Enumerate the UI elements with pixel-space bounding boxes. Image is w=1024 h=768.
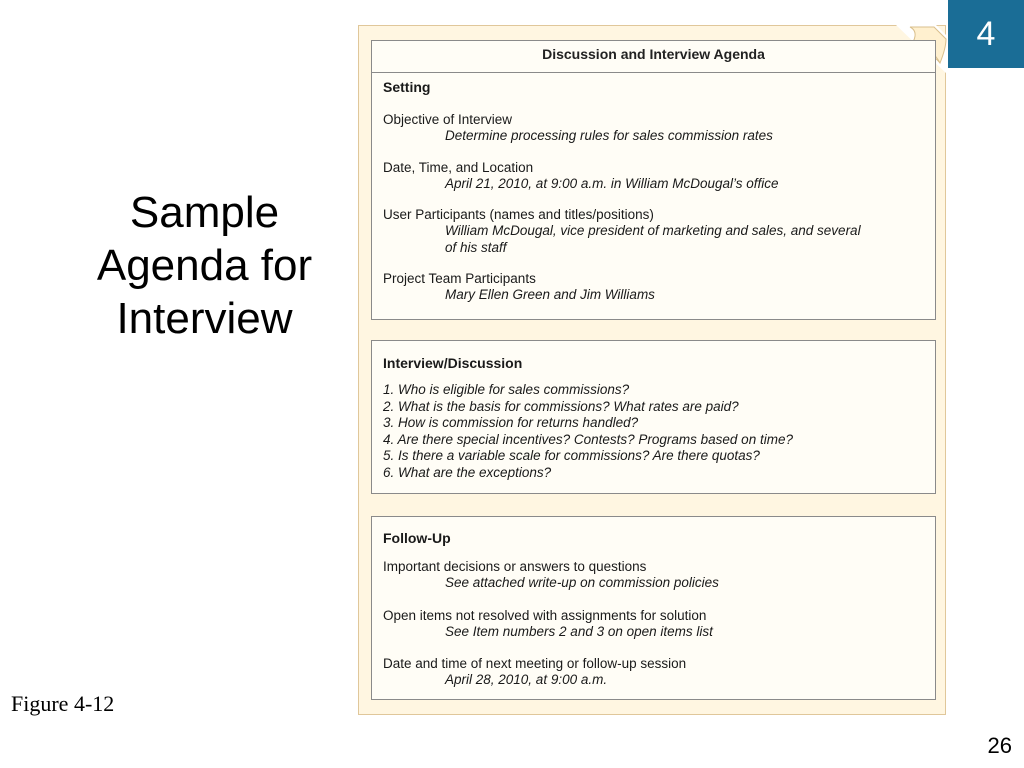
agenda-item bbox=[383, 608, 924, 641]
item-value: April 21, 2010, at 9:00 a.m. in William McDougal’s office bbox=[445, 175, 779, 191]
agenda-item bbox=[383, 160, 924, 193]
item-label: Important decisions or answers to questions bbox=[383, 559, 647, 574]
item-value: See attached write-up on commission policies bbox=[445, 575, 719, 590]
followup-heading: Follow-Up bbox=[383, 530, 451, 546]
list-item: 1. Who is eligible for sales commissions? bbox=[383, 382, 630, 397]
list-item: 6. What are the exceptions? bbox=[383, 464, 552, 480]
item-label: Date, Time, and Location bbox=[383, 159, 534, 175]
slide-title-line: Sample bbox=[129, 188, 280, 237]
discussion-section bbox=[371, 340, 936, 494]
chapter-badge: 4 bbox=[948, 0, 1024, 68]
item-label: Open items not resolved with assignments for solution bbox=[383, 607, 707, 623]
figure-label: Figure 4-12 bbox=[11, 691, 115, 716]
slide-title-line: Interview bbox=[116, 294, 293, 343]
list-item: 2. What is the basis for commissions? What rates are paid? bbox=[383, 398, 739, 414]
followup-section bbox=[371, 516, 936, 700]
agenda-title: Discussion and Interview Agenda bbox=[542, 46, 765, 62]
agenda-item bbox=[383, 271, 924, 304]
agenda-item bbox=[383, 559, 924, 592]
setting-section bbox=[371, 40, 936, 320]
agenda-item bbox=[383, 207, 924, 256]
slide-title-line: Agenda for bbox=[96, 241, 313, 290]
page-number: 26 bbox=[987, 733, 1012, 758]
discussion-heading: Interview/Discussion bbox=[383, 355, 523, 371]
agenda-item bbox=[383, 112, 924, 145]
item-value: Determine processing rules for sales commission rates bbox=[445, 128, 773, 143]
item-value: See Item numbers 2 and 3 on open items list bbox=[445, 623, 713, 639]
setting-content bbox=[372, 73, 935, 304]
item-label: Objective of Interview bbox=[383, 112, 513, 127]
setting-heading: Setting bbox=[383, 79, 431, 95]
followup-content bbox=[372, 517, 935, 689]
agenda-header bbox=[372, 41, 935, 73]
question-list bbox=[383, 382, 924, 481]
item-value: Mary Ellen Green and Jim Williams bbox=[445, 287, 655, 302]
agenda-item bbox=[383, 656, 924, 689]
item-label: User Participants (names and titles/positions) bbox=[383, 207, 654, 222]
discussion-content bbox=[372, 341, 935, 481]
list-item: 3. How is commission for returns handled? bbox=[383, 415, 639, 430]
list-item: 5. Is there a variable scale for commissions? Are there quotas? bbox=[383, 448, 760, 463]
list-item: 4. Are there special incentives? Contests? Programs based on time? bbox=[383, 431, 793, 447]
item-label: Date and time of next meeting or follow-up session bbox=[383, 656, 687, 671]
item-value: William McDougal, vice president of marketing and sales, and several of his staff bbox=[445, 223, 861, 255]
item-label: Project Team Participants bbox=[383, 271, 536, 286]
item-value: April 28, 2010, at 9:00 a.m. bbox=[445, 672, 608, 687]
slide-title bbox=[52, 186, 357, 345]
